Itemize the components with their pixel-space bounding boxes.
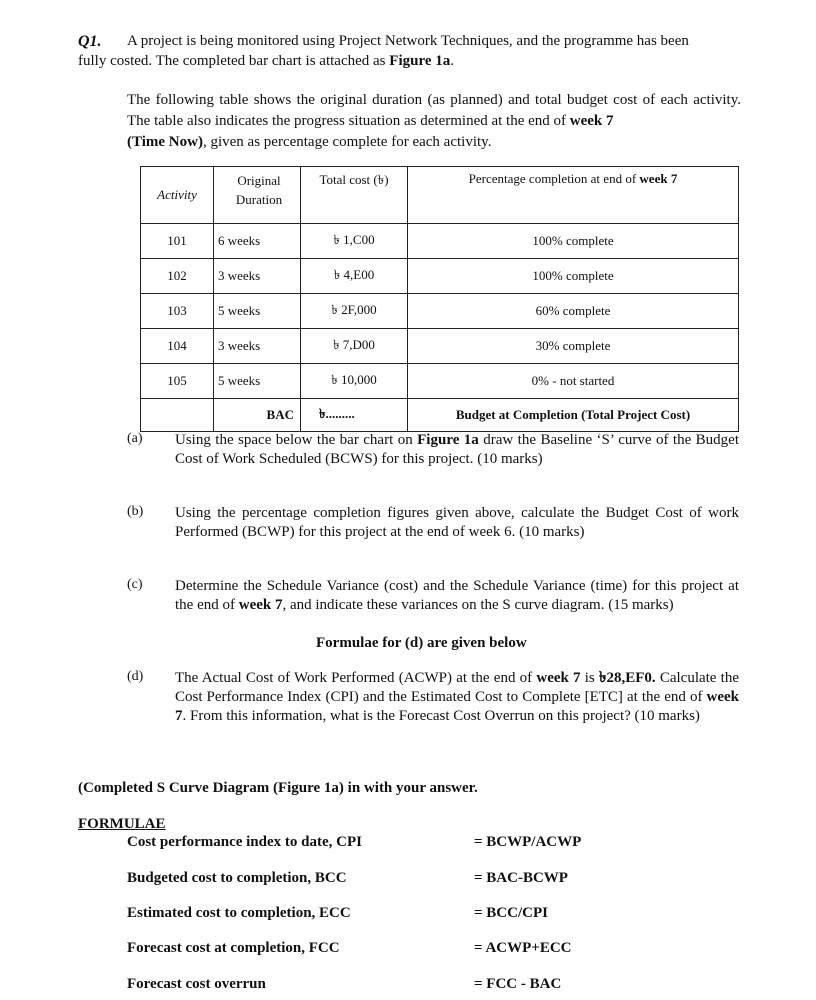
intro-paragraph: The following table shows the original duration (as planned) and total budget cost of each activity. The table also indicates the progress situation as determined at the end of week 7 (Time Now), given as percentage complete for each activity. [127,92,741,150]
part-d-label: (d) [127,669,144,684]
header-cost: Total cost (৳) [301,167,408,224]
cell-duration: 3 weeks [214,259,301,294]
formulae-title: FORMULAE [78,816,166,832]
cell-cost: ৳ 10,000 [301,364,408,399]
activity-table [140,166,739,432]
cell-percentage: 100% complete [408,259,739,294]
bac-value: ৳......... [301,399,408,432]
formula-equation: = BAC-BCWP [474,870,568,886]
completed-note: (Completed S Curve Diagram (Figure 1a) in with your answer. [78,780,478,796]
bac-description: Budget at Completion (Total Project Cost) [408,399,739,432]
part-a-label: (a) [127,431,143,446]
formula-name: Cost performance index to date, CPI [127,834,362,850]
cell-cost: ৳ 2F,000 [301,294,408,329]
table-row [141,294,739,329]
table-row [141,224,739,259]
formula-name: Forecast cost overrun [127,976,266,992]
cell-activity: 102 [141,259,214,294]
cell-cost: ৳ 4,E00 [301,259,408,294]
formula-equation: = BCWP/ACWP [474,834,582,850]
table-row [141,329,739,364]
question-text-line2: fully costed. The completed bar chart is attached as Figure 1a. [78,53,454,69]
header-activity: Activity [141,167,214,224]
part-b-text: Using the percentage completion figures given above, calculate the Budget Cost of work Performed (BCWP) for this project at the end of week 6. (10 marks) [175,505,739,540]
formula-equation: = FCC - BAC [474,976,562,992]
table-row [141,259,739,294]
cell-duration: 5 weeks [214,364,301,399]
formula-equation: = ACWP+ECC [474,940,572,956]
formula-name: Budgeted cost to completion, BCC [127,870,347,886]
cell-percentage: 100% complete [408,224,739,259]
bac-empty-cell [141,399,214,432]
cell-activity: 101 [141,224,214,259]
cell-cost: ৳ 7,D00 [301,329,408,364]
table-row [141,364,739,399]
formula-name: Estimated cost to completion, ECC [127,905,351,921]
table-header-row [141,167,739,224]
cell-percentage: 30% complete [408,329,739,364]
cell-duration: 5 weeks [214,294,301,329]
formulae-note: Formulae for (d) are given below [316,635,527,651]
formula-name: Forecast cost at completion, FCC [127,940,340,956]
part-b-label: (b) [127,504,144,519]
header-percentage: Percentage completion at end of week 7 [408,167,739,224]
cell-percentage: 60% complete [408,294,739,329]
cell-activity: 104 [141,329,214,364]
bac-label: BAC [214,399,301,432]
cell-activity: 105 [141,364,214,399]
cell-cost: ৳ 1,C00 [301,224,408,259]
question-text-line1: A project is being monitored using Project Network Techniques, and the programme has been [127,33,689,49]
part-d-text: The Actual Cost of Work Performed (ACWP) at the end of week 7 is ৳28,EF0. Calculate the Cost Performance Index (CPI) and the Estimated Cost to Complete [ETC] at the end of week 7. From this information, what is the Forecast Cost Overrun on this project? (10 marks) [175,670,739,724]
part-c-label: (c) [127,577,143,592]
cell-activity: 103 [141,294,214,329]
part-c-text: Determine the Schedule Variance (cost) and the Schedule Variance (time) for this project at the end of week 7, and indicate these variances on the S curve diagram. (15 marks) [175,578,739,613]
cell-duration: 6 weeks [214,224,301,259]
cell-percentage: 0% - not started [408,364,739,399]
part-a-text: Using the space below the bar chart on Figure 1a draw the Baseline ‘S’ curve of the Budget Cost of Work Scheduled (BCWS) for this project. (10 marks) [175,432,739,467]
question-number: Q1. [78,33,102,50]
formula-equation: = BCC/CPI [474,905,548,921]
figure-ref: Figure 1a [389,53,451,69]
bac-row [141,399,739,432]
cell-duration: 3 weeks [214,329,301,364]
header-duration: Original Duration [214,167,301,224]
